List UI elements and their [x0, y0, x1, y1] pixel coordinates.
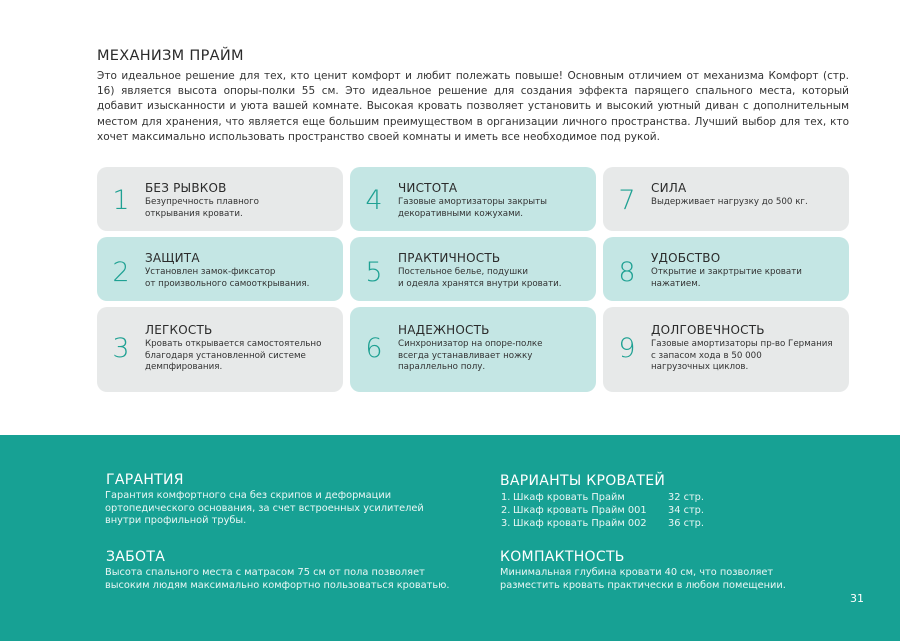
care-text: Высота спального места с матрасом 75 см от пола позволяет высоким людям максимально комфортно пользоваться кроватью. [105, 567, 450, 591]
feature-number: 3 [112, 333, 130, 364]
feature-number: 7 [618, 185, 636, 216]
info-band [0, 435, 900, 641]
feature-text: Газовые амортизаторы пр-во Германия с запасом хода в 50 000 нагрузочных циклов. [651, 339, 833, 372]
feature-card-5 [350, 237, 596, 301]
list-item [501, 505, 704, 518]
feature-text: Установлен замок-фиксатор от произвольного самооткрывания. [145, 267, 310, 289]
feature-title: СИЛА [651, 181, 687, 195]
guarantee-text: Гарантия комфортного сна без скрипов и деформации ортопедического основания, за счет встроенных усилителей внутри профильной трубы. [105, 490, 424, 527]
feature-number: 4 [365, 185, 383, 216]
feature-title: ЗАЩИТА [145, 251, 200, 265]
variant-page: 36 стр. [668, 517, 705, 529]
feature-number: 6 [365, 333, 383, 364]
variants-title: ВАРИАНТЫ КРОВАТЕЙ [500, 473, 666, 489]
feature-text: Открытие и закртрытие кровати нажатием. [651, 267, 802, 289]
feature-card-6 [350, 307, 596, 392]
variant-page: 32 стр. [668, 492, 705, 503]
feature-number: 9 [618, 333, 636, 364]
feature-text: Безупречность плавного открывания кровати. [145, 197, 260, 219]
variant-name: Шкаф кровать Прайм 001 [513, 504, 647, 516]
feature-title: УДОБСТВО [651, 251, 721, 265]
variant-number: 1. [501, 492, 511, 503]
variant-number: 2. [501, 504, 511, 516]
guarantee-title: ГАРАНТИЯ [106, 472, 184, 488]
page-number: 31 [850, 592, 864, 605]
variant-number: 3. [501, 517, 511, 529]
feature-number: 8 [618, 257, 636, 288]
feature-title: ЧИСТОТА [398, 181, 458, 195]
feature-title: ЛЕГКОСТЬ [145, 323, 213, 337]
variants-list [501, 492, 704, 530]
feature-card-2 [97, 237, 343, 301]
feature-text: Синхронизатор на опоре-полке всегда устанавливает ножку параллельно полу. [398, 339, 543, 372]
feature-text: Постельное белье, подушки и одеяла хранятся внутри кровати. [398, 267, 562, 289]
feature-card-7 [603, 167, 849, 231]
feature-title: НАДЕЖНОСТЬ [398, 323, 490, 337]
care-title: ЗАБОТА [106, 549, 166, 565]
feature-text: Газовые амортизаторы закрыты декоративными кожухами. [398, 197, 547, 219]
intro-paragraph: Это идеальное решение для тех, кто ценит комфорт и любит полежать повыше! Основным отличием от механизма Комфорт (стр. 16) является высота опоры-полки 55 см. Это идеальное решение для создания эффекта парящего спального места, который добавит изысканности и уюта вашей комнате. Высокая кровать позволяет установить и высокий уютный диван с дополнительным местом для хранения, что является еще большим преимуществом в организации личного пространства. Лучший выбор для тех, кто хочет максимально использовать пространство своей комнаты и иметь все необходимое под рукой. [97, 70, 849, 143]
page-title: МЕХАНИЗМ ПРАЙМ [97, 48, 244, 64]
variant-page: 34 стр. [668, 504, 705, 516]
feature-title: ДОЛГОВЕЧНОСТЬ [651, 323, 765, 337]
feature-card-9 [603, 307, 849, 392]
compact-text: Минимальная глубина кровати 40 см, что позволяет разместить кровать практически в любом помещении. [500, 567, 786, 591]
list-item [501, 492, 704, 505]
feature-title: ПРАКТИЧНОСТЬ [398, 251, 501, 265]
feature-text: Кровать открывается самостоятельно благодаря установленной системе демпфирования. [145, 339, 322, 372]
feature-text: Выдерживает нагрузку до 500 кг. [651, 197, 808, 207]
compact-title: КОМПАКТНОСТЬ [500, 549, 625, 565]
feature-card-3 [97, 307, 343, 392]
feature-card-8 [603, 237, 849, 301]
list-item [501, 518, 704, 531]
feature-number: 1 [112, 185, 130, 216]
variant-name: Шкаф кровать Прайм [513, 492, 625, 503]
feature-card-4 [350, 167, 596, 231]
feature-number: 5 [365, 257, 383, 288]
variant-name: Шкаф кровать Прайм 002 [513, 517, 647, 529]
feature-title: БЕЗ РЫВКОВ [145, 181, 227, 195]
feature-card-1 [97, 167, 343, 231]
feature-number: 2 [112, 257, 130, 288]
